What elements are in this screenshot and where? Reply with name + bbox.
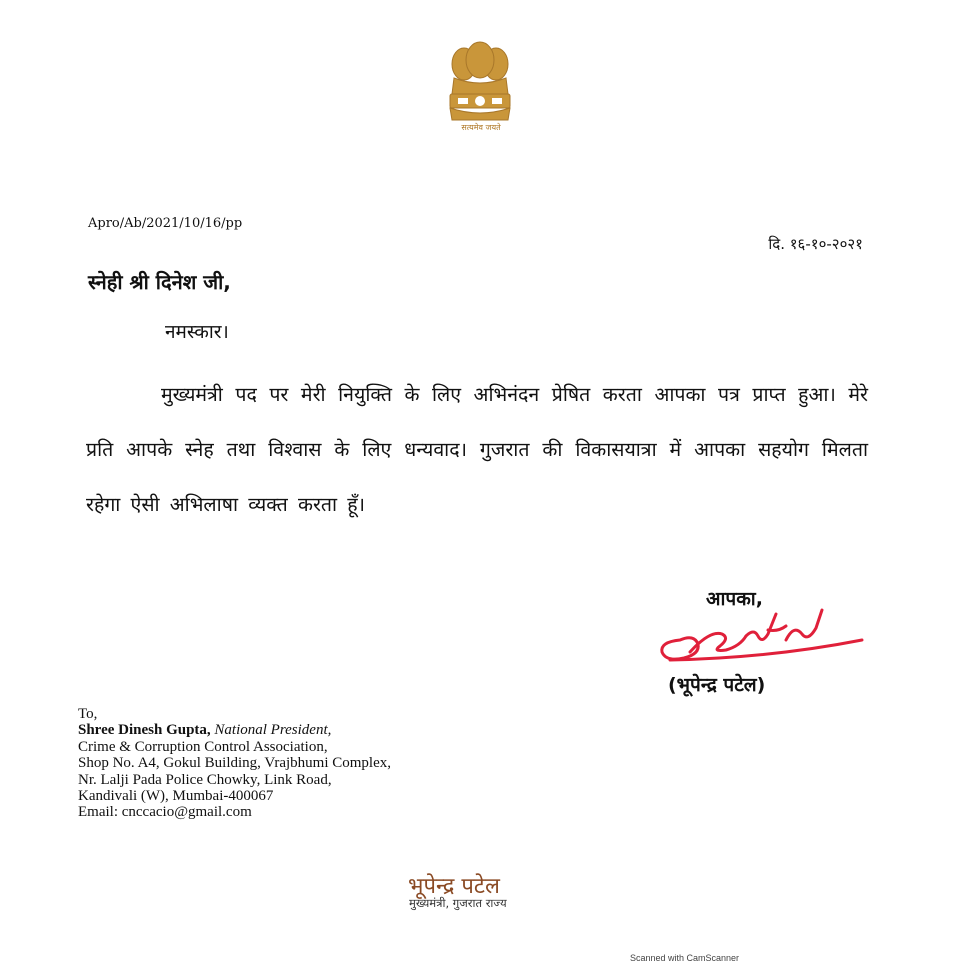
recipient-heading [78, 722, 391, 738]
emblem-motto: सत्यमेव जयते [461, 123, 501, 132]
address-line: Kandivali (W), Mumbai-400067 [78, 788, 274, 805]
salutation: स्नेही श्री दिनेश जी, [88, 270, 231, 294]
footer-name: भूपेन्द्र पटेल [408, 874, 500, 899]
letter-date: दि. १६-१०-२०२१ [768, 235, 863, 253]
recipient-name: Shree Dinesh Gupta, [78, 722, 211, 739]
address-email: Email: cnccacio@gmail.com [78, 804, 252, 821]
footer-designation: मुख्यमंत्री, गुजरात राज्य [409, 896, 507, 910]
address-line: Nr. Lalji Pada Police Chowky, Link Road, [78, 771, 332, 788]
signatory-name: (भूपेन्द्र पटेल) [668, 674, 766, 696]
address-line: Shop No. A4, Gokul Building, Vrajbhumi Complex, [78, 755, 392, 772]
address-to: To, [78, 706, 98, 722]
scanner-watermark: Scanned with CamScanner [630, 953, 740, 963]
signature [650, 600, 870, 672]
letter-body: मुख्यमंत्री पद पर मेरी नियुक्ति के लिए अभिनंदन प्रेषित करता आपका पत्र प्राप्त हुआ। मेरे प्रति आपके स्नेह तथा विश्वास के लिए धन्यवाद। गुजरात की विकासयात्रा में आपका सहयोग मिलता रहेगा ऐसी अभिलाषा व्यक्त करता हूँ। [86, 383, 868, 516]
address-line: Crime & Corruption Control Association, [78, 738, 328, 755]
reference-number: Apro/Ab/2021/10/16/pp [88, 216, 243, 231]
closing: आपका, [706, 588, 763, 610]
recipient-title: National President, [214, 722, 332, 739]
recipient-address [78, 706, 391, 821]
greeting: नमस्कार। [165, 321, 229, 343]
